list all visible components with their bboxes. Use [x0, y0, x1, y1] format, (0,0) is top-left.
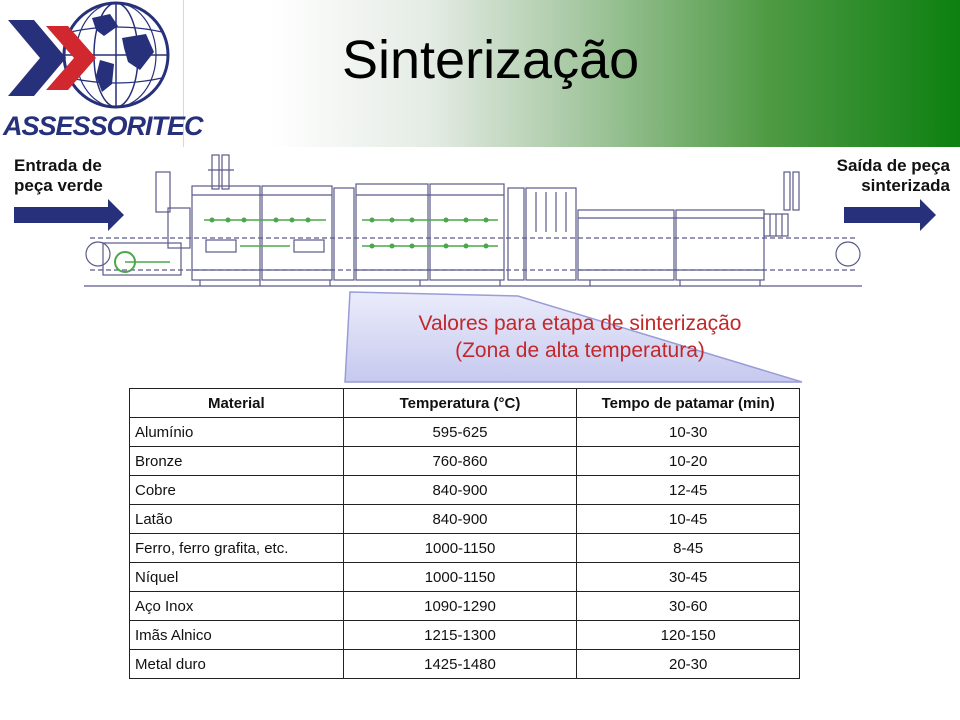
- entry-label-line-2: peça verde: [14, 176, 103, 195]
- table-row: [130, 505, 800, 534]
- cell-temperature: 1000-1150: [343, 534, 577, 563]
- cell-temperature: 840-900: [343, 476, 577, 505]
- cell-material: Bronze: [130, 447, 344, 476]
- cell-temperature: 1215-1300: [343, 621, 577, 650]
- cell-material: Níquel: [130, 563, 344, 592]
- table-header-row: [130, 389, 800, 418]
- table-row: [130, 534, 800, 563]
- exit-label-line-1: Saída de peça: [836, 156, 950, 175]
- table-row: [130, 621, 800, 650]
- table-row: [130, 650, 800, 679]
- cell-material: Imãs Alnico: [130, 621, 344, 650]
- cell-material: Cobre: [130, 476, 344, 505]
- cell-material: Latão: [130, 505, 344, 534]
- header-hold-time: Tempo de patamar (min): [577, 389, 800, 418]
- callout-line-2: (Zona de alta temperatura): [455, 339, 705, 362]
- cell-hold-time: 10-20: [577, 447, 800, 476]
- entry-label-line-1: Entrada de: [14, 156, 102, 175]
- sintering-furnace-diagram: [0, 148, 960, 288]
- cell-material: Ferro, ferro grafita, etc.: [130, 534, 344, 563]
- cell-hold-time: 10-45: [577, 505, 800, 534]
- table-row: [130, 447, 800, 476]
- cell-temperature: 1090-1290: [343, 592, 577, 621]
- company-logo: [0, 0, 203, 147]
- exit-arrow-icon: [844, 199, 936, 231]
- callout-text: [300, 310, 860, 364]
- cell-temperature: 595-625: [343, 418, 577, 447]
- cell-hold-time: 20-30: [577, 650, 800, 679]
- exit-label-line-2: sinterizada: [861, 176, 950, 195]
- cell-temperature: 1425-1480: [343, 650, 577, 679]
- heating-elements: [204, 218, 498, 248]
- entry-arrow-icon: [14, 199, 124, 231]
- slide-title: Sinterização: [342, 30, 640, 90]
- furnace-body: [84, 155, 862, 288]
- cell-hold-time: 8-45: [577, 534, 800, 563]
- cell-hold-time: 120-150: [577, 621, 800, 650]
- sintering-values-table: [129, 388, 800, 679]
- cell-material: Alumínio: [130, 418, 344, 447]
- cell-hold-time: 10-30: [577, 418, 800, 447]
- cell-hold-time: 12-45: [577, 476, 800, 505]
- header-temperature: Temperatura (°C): [343, 389, 577, 418]
- cell-material: Aço Inox: [130, 592, 344, 621]
- callout-line-1: Valores para etapa de sinterização: [418, 312, 742, 335]
- table-row: [130, 476, 800, 505]
- table-row: [130, 418, 800, 447]
- table-row: [130, 592, 800, 621]
- cell-temperature: 840-900: [343, 505, 577, 534]
- cell-temperature: 760-860: [343, 447, 577, 476]
- cell-material: Metal duro: [130, 650, 344, 679]
- cell-hold-time: 30-45: [577, 563, 800, 592]
- logo-text: ASSESSORITEC: [3, 111, 203, 141]
- cell-temperature: 1000-1150: [343, 563, 577, 592]
- header-material: Material: [130, 389, 344, 418]
- table-row: [130, 563, 800, 592]
- cell-hold-time: 30-60: [577, 592, 800, 621]
